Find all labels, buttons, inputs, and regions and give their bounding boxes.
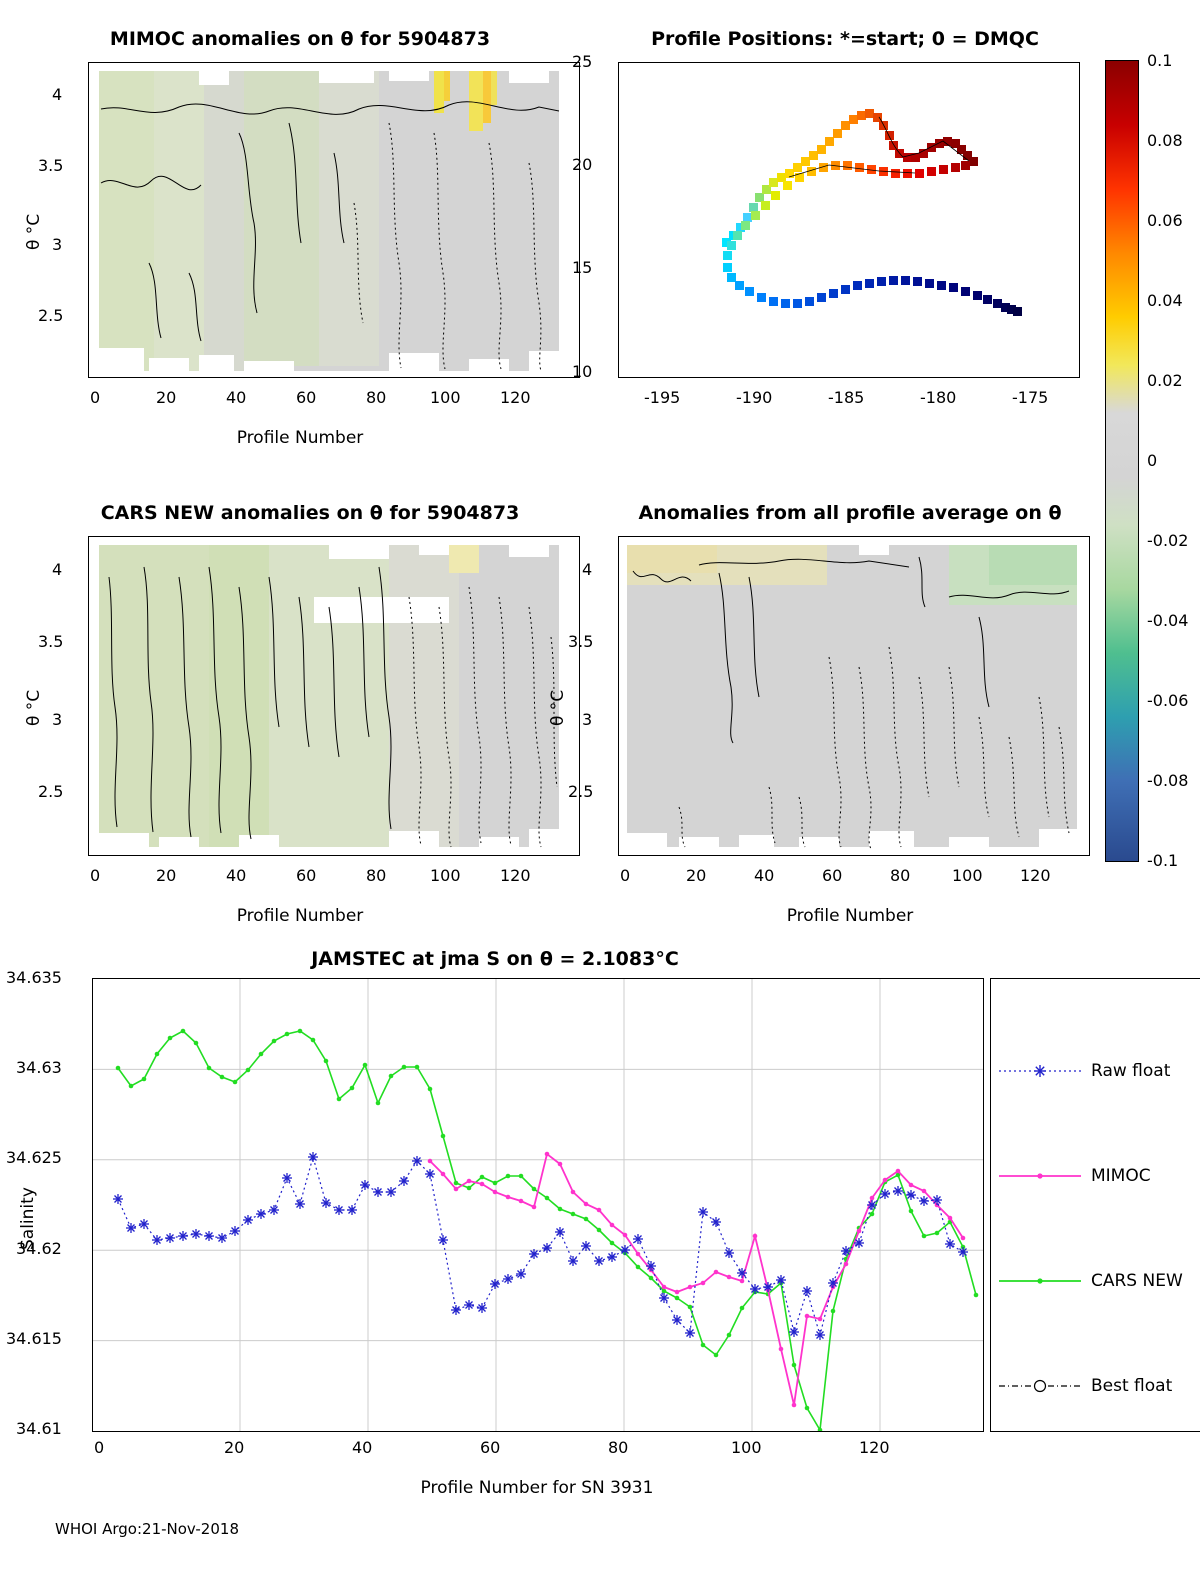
panel-positions [572,0,1090,470]
salinity-title: JAMSTEC at jma S on θ = 2.1083°C [311,948,679,970]
panel-salinity [0,930,1200,1550]
mimoc-xtick-0: 0 [90,388,101,407]
colorbar-tick-5: 0 [1147,451,1158,470]
cars-xlabel: Profile Number [236,906,364,926]
allprof-ylabel: θ °C [548,689,568,726]
mimoc-title: MIMOC anomalies on θ for 5904873 [109,28,491,50]
colorbar-tick-7: -0.04 [1147,611,1189,630]
colorbar-tick-8: -0.06 [1147,691,1189,710]
positions-ytick-15: 15 [572,258,593,277]
salinity-xlabel: Profile Number for SN 3931 [420,1478,654,1498]
salinity-xtick-80: 80 [608,1438,629,1457]
positions-xtick--180: -180 [920,388,957,407]
salinity-xtick-100: 100 [731,1438,762,1457]
mimoc-ytick-3: 3 [52,235,63,254]
positions-plot [618,62,1080,378]
footer-text: WHOI Argo:21-Nov-2018 [55,1520,239,1538]
colorbar-tick-1: 0.08 [1147,131,1183,150]
allprof-xtick-120: 120 [1020,866,1051,885]
colorbar-tick-10: -0.1 [1147,851,1179,870]
salinity-ytick-34.61: 34.61 [16,1419,62,1438]
cars-ytick-3.5: 3.5 [38,632,64,651]
positions-ytick-25: 25 [572,52,593,71]
legend-label-best-float: Best float [1091,1376,1173,1396]
mimoc-xtick-60: 60 [296,388,317,407]
panel-allprof [548,470,1100,940]
cars-xtick-60: 60 [296,866,317,885]
mimoc-xtick-80: 80 [366,388,387,407]
salinity-ytick-34.625: 34.625 [6,1148,62,1167]
salinity-legend [990,978,1200,1432]
legend-label-cars-new: CARS NEW [1091,1271,1183,1291]
cars-xtick-20: 20 [156,866,177,885]
colorbar-tick-0: 0.1 [1147,51,1173,70]
panel-cars [0,470,600,940]
legend-swatch-mimoc [996,1166,1086,1186]
colorbar [1105,51,1200,870]
salinity-series-svg [93,979,983,1431]
allprof-xtick-20: 20 [686,866,707,885]
positions-scatter-svg [619,63,1079,377]
allprof-ytick-3: 3 [582,710,593,729]
cars-ytick-2.5: 2.5 [38,782,64,801]
salinity-xtick-120: 120 [859,1438,890,1457]
positions-xtick--195: -195 [644,388,681,407]
mimoc-xlabel: Profile Number [236,428,364,448]
salinity-ytick-34.63: 34.63 [16,1058,62,1077]
cars-xtick-40: 40 [226,866,247,885]
salinity-ytick-34.615: 34.615 [6,1329,62,1348]
legend-swatch-raw-float [996,1061,1086,1081]
salinity-ytick-34.635: 34.635 [6,968,62,987]
mimoc-contour-svg [89,63,579,377]
cars-plot [88,536,580,856]
positions-title: Profile Positions: *=start; 0 = DMQC [651,28,1039,50]
salinity-xtick-0: 0 [94,1438,105,1457]
allprof-xtick-0: 0 [620,866,631,885]
mimoc-xtick-40: 40 [226,388,247,407]
colorbar-gradient [1105,60,1139,862]
legend-swatch-cars-new [996,1271,1086,1291]
positions-ytick-20: 20 [572,155,593,174]
mimoc-ytick-2.5: 2.5 [38,306,64,325]
colorbar-tick-9: -0.08 [1147,771,1189,790]
legend-swatch-best-float [996,1376,1086,1396]
cars-ytick-3: 3 [52,710,63,729]
salinity-xtick-60: 60 [480,1438,501,1457]
allprof-xtick-100: 100 [952,866,983,885]
salinity-xtick-20: 20 [224,1438,245,1457]
positions-xtick--175: -175 [1012,388,1049,407]
cars-contour-svg [89,537,579,855]
allprof-xtick-80: 80 [890,866,911,885]
allprof-xlabel: Profile Number [786,906,914,926]
mimoc-xtick-20: 20 [156,388,177,407]
mimoc-xtick-120: 120 [500,388,531,407]
mimoc-ytick-4: 4 [52,85,63,104]
cars-xtick-0: 0 [90,866,101,885]
allprof-title: Anomalies from all profile average on θ [638,502,1062,524]
mimoc-plot [88,62,580,378]
colorbar-tick-2: 0.06 [1147,211,1183,230]
salinity-ylabel: Salinity [18,1187,38,1250]
legend-label-raw-float: Raw float [1091,1061,1171,1081]
salinity-ytick-34.62: 34.62 [16,1239,62,1258]
cars-ylabel: θ °C [24,689,44,726]
positions-xtick--185: -185 [828,388,865,407]
mimoc-xtick-100: 100 [430,388,461,407]
legend-label-mimoc: MIMOC [1091,1166,1151,1186]
cars-xtick-80: 80 [366,866,387,885]
colorbar-tick-3: 0.04 [1147,291,1183,310]
allprof-xtick-60: 60 [822,866,843,885]
salinity-plot [92,978,984,1432]
allprof-ytick-3.5: 3.5 [568,632,594,651]
colorbar-tick-4: 0.02 [1147,371,1183,390]
cars-xtick-120: 120 [500,866,531,885]
positions-xtick--190: -190 [736,388,773,407]
positions-ytick-10: 10 [572,362,593,381]
colorbar-tick-6: -0.02 [1147,531,1189,550]
panel-mimoc [0,0,600,470]
cars-xtick-100: 100 [430,866,461,885]
mimoc-ytick-3.5: 3.5 [38,156,64,175]
cars-title: CARS NEW anomalies on θ for 5904873 [100,502,520,524]
allprof-plot [618,536,1090,856]
allprof-contour-svg [619,537,1089,855]
mimoc-ylabel: θ °C [24,213,44,250]
salinity-xtick-40: 40 [352,1438,373,1457]
allprof-xtick-40: 40 [754,866,775,885]
allprof-ytick-2.5: 2.5 [568,782,594,801]
cars-ytick-4: 4 [52,560,63,579]
allprof-ytick-4: 4 [582,560,593,579]
